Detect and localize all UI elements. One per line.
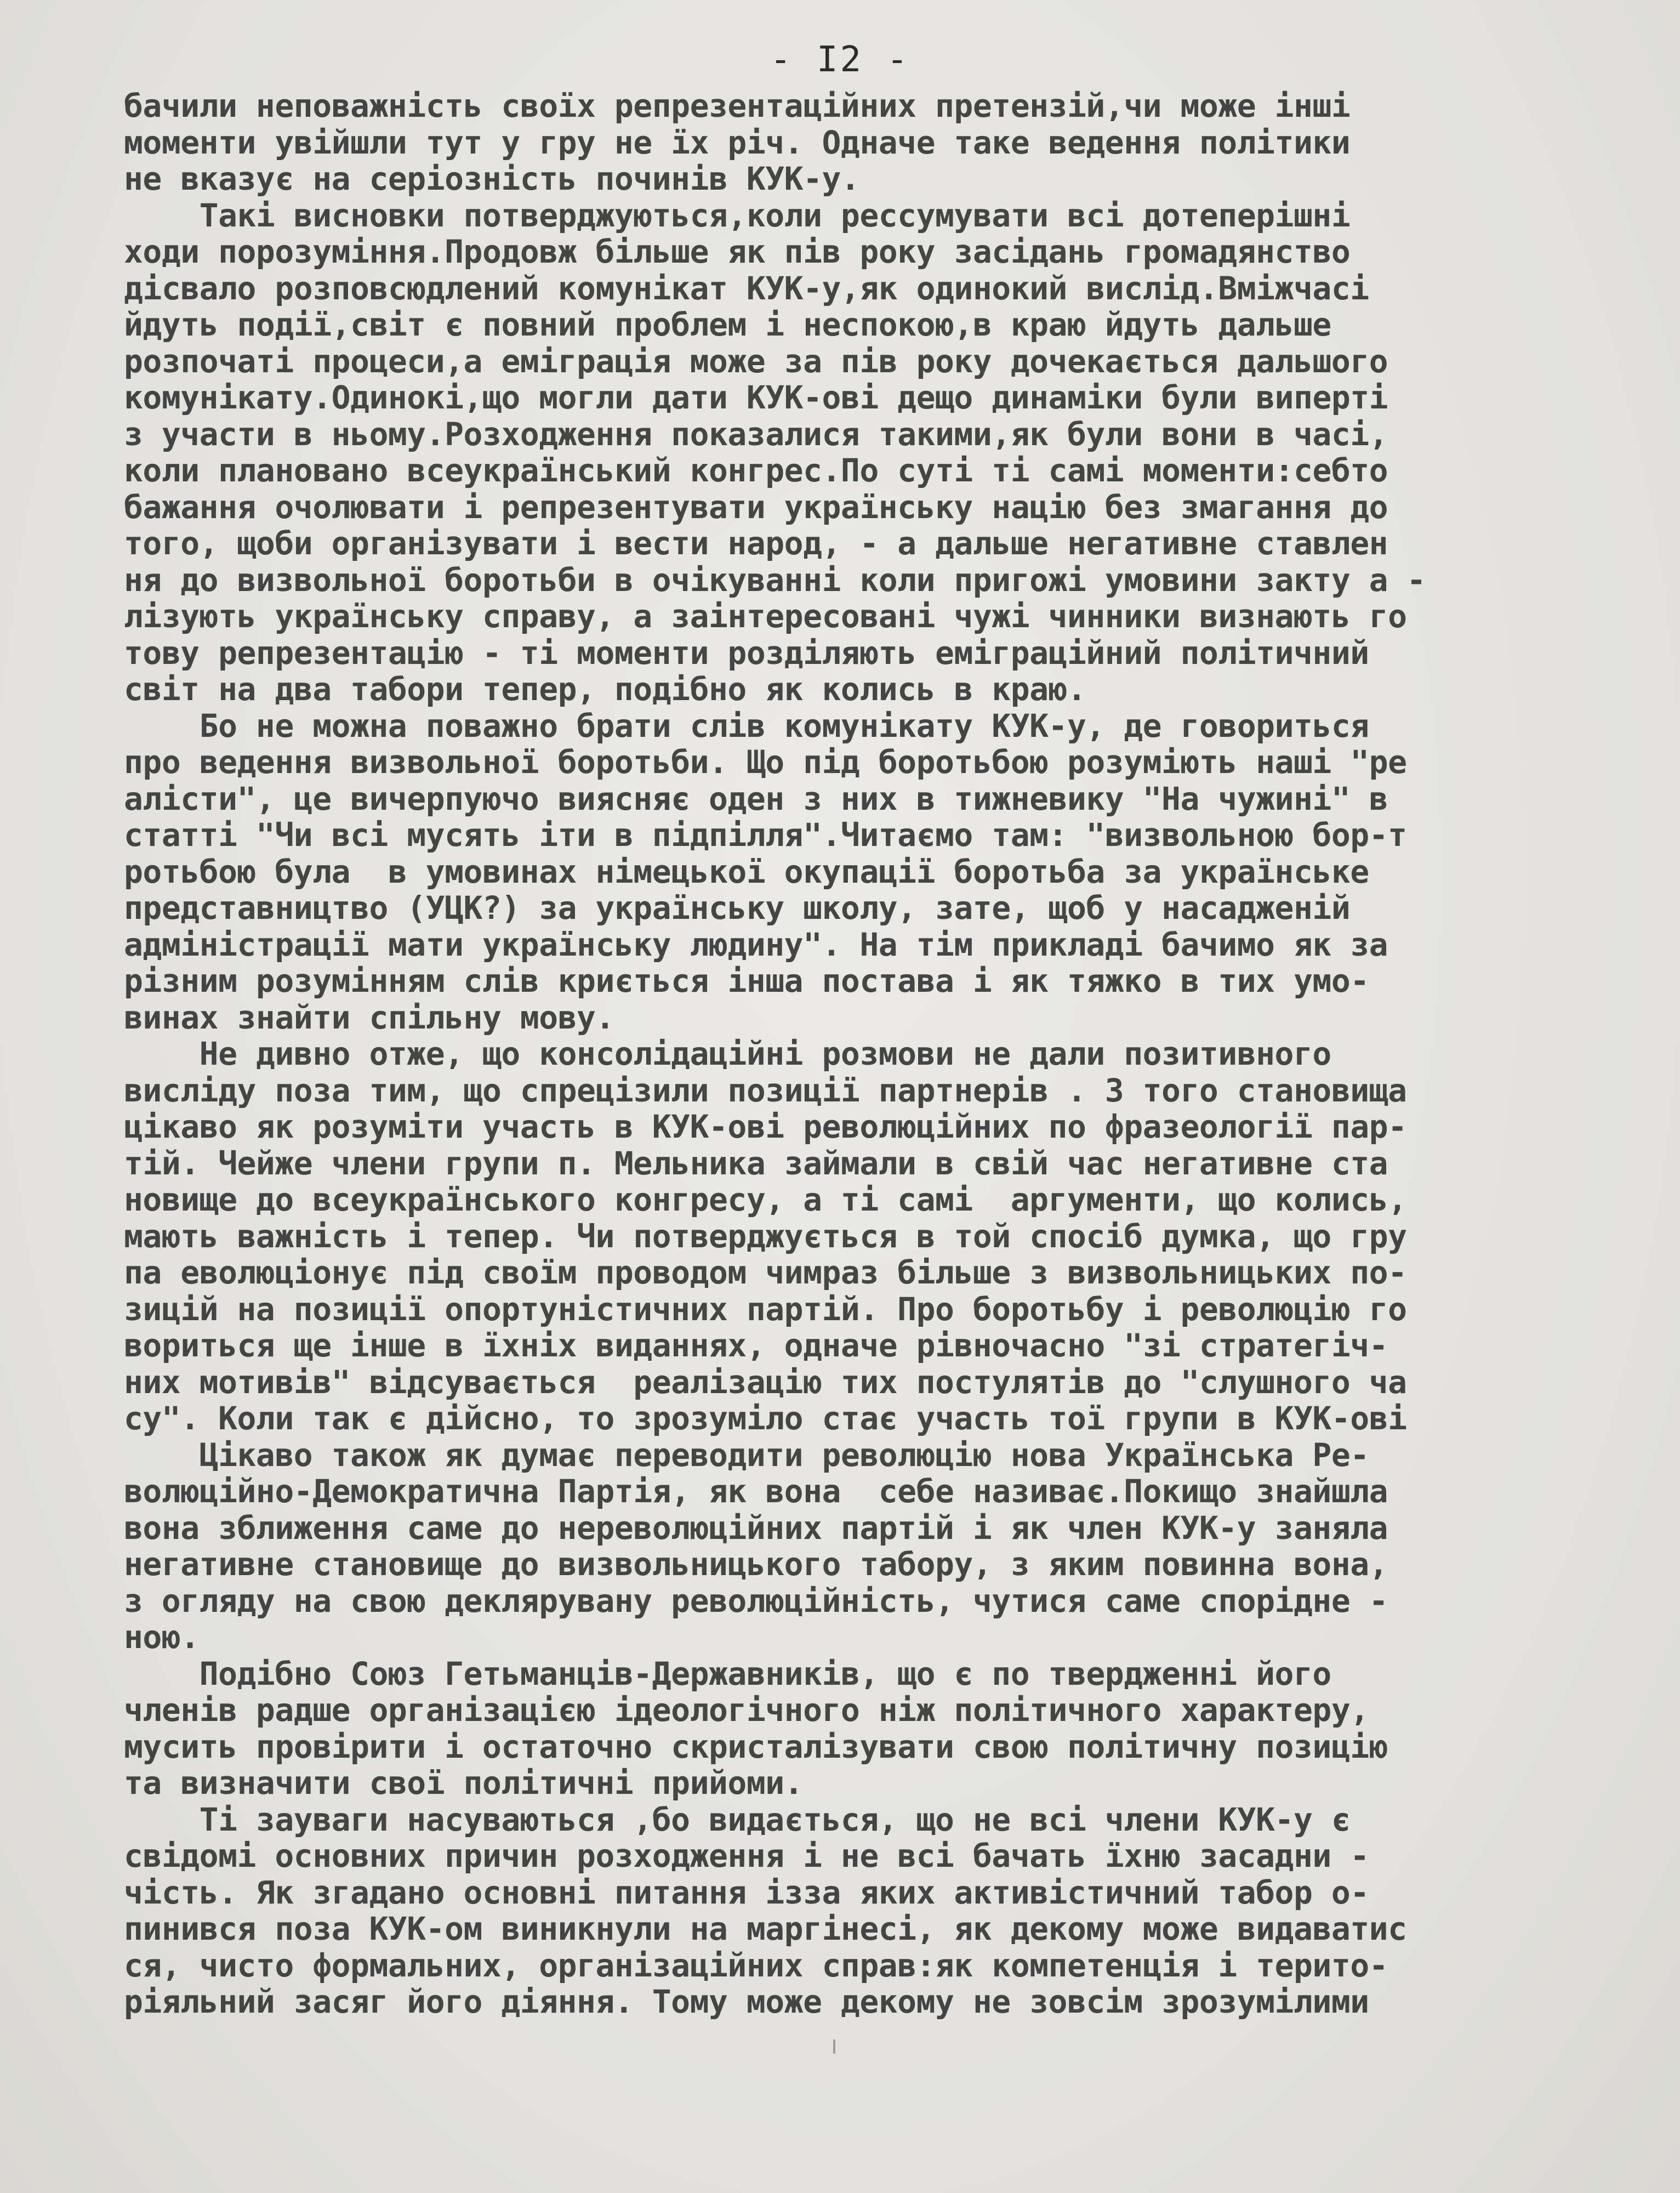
text-line: па еволюціонує під своїм проводом чимраз більше з визвольницьких по- <box>124 1254 1407 1291</box>
page-number: - I2 - <box>770 39 910 80</box>
text-line: ротьбою була в умовинах німецької окупації боротьба за українське <box>124 853 1369 890</box>
text-line: новище до всеукраїнського конгресу, а ті самі аргументи, що колись, <box>124 1181 1407 1218</box>
text-line: про ведення визвольної боротьби. Що під боротьбою розуміють наші "ре <box>124 743 1407 781</box>
text-line: Подібно Союз Гетьманців-Державників, що є по твердженні його <box>124 1655 1331 1692</box>
text-line: Такі висновки потверджуються,коли рессумувати всі дотеперішні <box>124 196 1351 234</box>
text-line: висліду поза тим, що спрецізили позиції партнерів . З того становища <box>124 1071 1407 1109</box>
scan-mark <box>833 2039 835 2054</box>
text-line: ходи порозуміння.Продовж більше як пів року засідань громадянство <box>124 233 1351 270</box>
text-line: них мотивів" відсувається реалізацію тих постулятів до "слушного ча <box>124 1363 1407 1401</box>
text-line: свідомі основних причин розходження і не всі бачать їхню засадни - <box>124 1837 1369 1874</box>
text-line: членів радше організацією ідеологічного ніж політичного характеру, <box>124 1691 1369 1729</box>
text-line: мусить провірити і остаточно скристалізувати свою політичну позицію <box>124 1728 1388 1765</box>
text-line: алісти", це вичерпуючо виясняє оден з них в тижневику "На чужині" в <box>124 780 1388 817</box>
body-text <box>124 88 1615 2020</box>
text-line: волюційно-Демократична Партія, як вона себе називає.Покищо знайшла <box>124 1473 1388 1510</box>
text-line: з участи в ньому.Розходження показалися такими,як були вони в часі, <box>124 415 1388 453</box>
text-line: ся, чисто формальних, організаційних справ:як компетенція і терито- <box>124 1946 1388 1984</box>
text-line: йдуть події,світ є повний проблем і неспокою,в краю йдуть дальше <box>124 306 1331 343</box>
text-line: вориться ще інше в їхніх виданнях, одначе рівночасно "зі стратегіч- <box>124 1327 1388 1364</box>
text-line: тій. Чейже члени групи п. Мельника займали в свій час негативне ста <box>124 1144 1388 1182</box>
text-line: тову репрезентацію - ті моменти розділяють еміграційний політичний <box>124 634 1369 672</box>
text-line: винах знайти спільну мову. <box>124 998 614 1036</box>
text-line: зицій на позиції опортуністичних партій. Про боротьбу і революцію го <box>124 1290 1407 1328</box>
text-line: статті "Чи всі мусять іти в підпілля".Читаємо там: "визвольною бор-т <box>124 816 1407 854</box>
text-line: ною. <box>124 1618 200 1656</box>
text-line: коли плановано всеукраїнський конгрес.По суті ті самі моменти:себто <box>124 452 1388 489</box>
text-line: Бо не можна поважно брати слів комунікату КУК-у, де говориться <box>124 707 1369 745</box>
text-line: Цікаво також як думає переводити революцію нова Українська Ре- <box>124 1436 1369 1474</box>
text-line: вона зближення саме до нереволюційних партій і як член КУК-у заняла <box>124 1509 1388 1547</box>
text-line: адміністрації мати українську людину". На тім прикладі бачимо як за <box>124 925 1388 963</box>
text-line: бачили неповажність своїх репрезентаційних претензій,чи може інші <box>124 87 1351 124</box>
text-line: пинився поза КУК-ом виникнули на маргінесі, як декому може видаватис <box>124 1910 1407 1947</box>
text-line: з огляду на свою деклярувану революційність, чутися саме споріднe - <box>124 1582 1388 1620</box>
text-line: моменти увійшли тут у гру не їх річ. Одначе таке ведення політики <box>124 123 1351 161</box>
text-line: лізують українську справу, а заінтересовані чужі чинники визнають го <box>124 598 1407 635</box>
text-line: комунікату.Одинокі,що могли дати КУК-ові дещо динаміки були виперті <box>124 379 1388 416</box>
text-line: мають важність і тепер. Чи потверджується в той спосіб думка, що гру <box>124 1217 1407 1255</box>
text-line: та визначити свої політичні прийоми. <box>124 1764 804 1802</box>
text-line: Ті зауваги насуваються ,бо видається, що не всі члени КУК-у є <box>124 1800 1351 1838</box>
text-line: різним розумінням слів криється інша постава і як тяжко в тих умо- <box>124 962 1369 999</box>
text-line: Не дивно отже, що консолідаційні розмови не дали позитивного <box>124 1035 1331 1072</box>
text-line: ня до визвольної боротьби в очікуванні коли пригожі умовини закту а - <box>124 561 1426 599</box>
text-line: бажання очолювати і репрезентувати українську націю без змагання до <box>124 488 1388 526</box>
text-line: світ на два табори тепер, подібно як колись в краю. <box>124 671 1086 708</box>
text-line: не вказує на серіозність починів КУК-у. <box>124 160 860 197</box>
text-line: су". Коли так є дійсно, то зрозуміло стає участь тої групи в КУК-ові <box>124 1400 1407 1437</box>
text-line: дісвало розповсюдлений комунікат КУК-у,як одинокий вислід.Вміжчасі <box>124 269 1369 307</box>
text-line: ріяльний засяг його діяння. Тому може декому не зовсім зрозумілими <box>124 1983 1369 2020</box>
text-line: цікаво як розуміти участь в КУК-ові революційних по фразеології пар- <box>124 1108 1407 1145</box>
text-line: розпочаті процеси,а еміграція може за пів року дочекається дальшого <box>124 342 1388 380</box>
text-line: негативне становище до визвольницького табору, з яким повинна вона, <box>124 1546 1388 1583</box>
text-line: представництво (УЦК?) за українську школу, зате, щоб у насадженій <box>124 889 1351 927</box>
text-line: того, щоби організувати і вести народ, - а дальше негативне ставлен <box>124 525 1388 562</box>
text-line: чість. Як згадано основні питання ізза яких активістичний табор о- <box>124 1873 1369 1911</box>
